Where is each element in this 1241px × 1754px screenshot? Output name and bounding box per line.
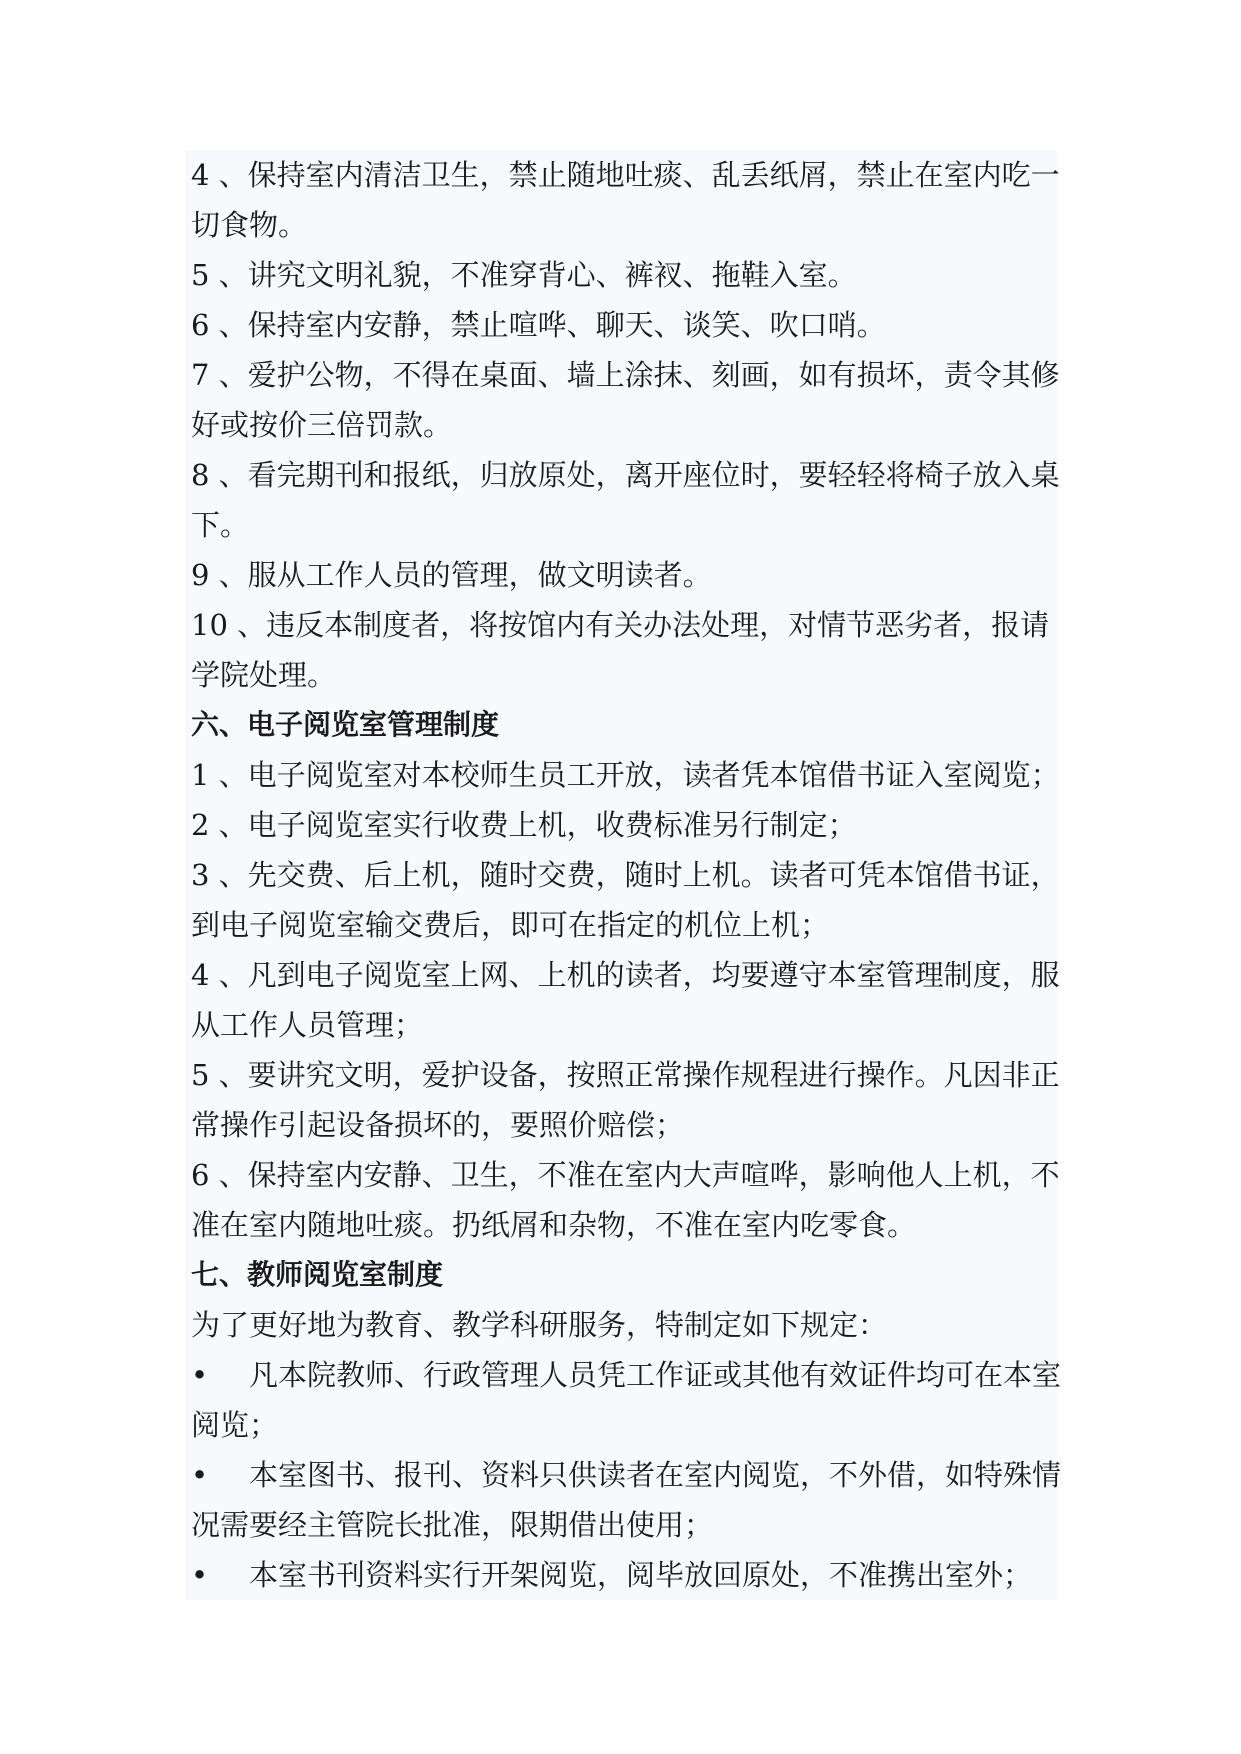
bullet-icon: • — [191, 1358, 209, 1392]
text-line: 5 、要讲究文明，爱护设备，按照正常操作规程进行操作。凡因非正 — [191, 1058, 1060, 1092]
text-line: 常操作引起设备损坏的，要照价赔偿； — [191, 1108, 685, 1142]
section-heading: 六、电子阅览室管理制度 — [191, 708, 500, 741]
text-line: 8 、看完期刊和报纸，归放原处，离开座位时，要轻轻将椅子放入桌 — [191, 458, 1060, 492]
bullet-icon: • — [191, 1558, 209, 1592]
text-line: 5 、讲究文明礼貌，不准穿背心、裤衩、拖鞋入室。 — [191, 258, 857, 292]
bullet-item — [191, 1550, 1061, 1600]
text-line: 2 、电子阅览室实行收费上机，收费标准另行制定； — [191, 808, 857, 842]
text-line: 学院处理。 — [191, 658, 337, 692]
bullet-text: 凡本院教师、行政管理人员凭工作证或其他有效证件均可在本室 — [249, 1358, 1061, 1392]
bullet-text: 本室书刊资料实行开架阅览，阅毕放回原处，不准携出室外； — [249, 1558, 1033, 1592]
text-line: 切食物。 — [191, 208, 308, 242]
text-line: 下。 — [191, 508, 250, 542]
text-line: 10 、违反本制度者，将按馆内有关办法处理，对情节恶劣者，报请 — [191, 608, 1050, 642]
text-line: 好或按价三倍罚款。 — [191, 408, 453, 442]
text-line: 4 、保持室内清洁卫生，禁止随地吐痰、乱丢纸屑，禁止在室内吃一 — [191, 158, 1060, 192]
text-line: 9 、服从工作人员的管理，做文明读者。 — [191, 558, 712, 592]
text-line: 6 、保持室内安静，禁止喧哗、聊天、谈笑、吹口哨。 — [191, 308, 886, 342]
text-line: 6 、保持室内安静、卫生，不准在室内大声喧哗，影响他人上机，不 — [191, 1158, 1060, 1192]
text-line: 4 、凡到电子阅览室上网、上机的读者，均要遵守本室管理制度，服 — [191, 958, 1060, 992]
text-line: 3 、先交费、后上机，随时交费，随时上机。读者可凭本馆借书证， — [191, 858, 1060, 892]
text-line: 况需要经主管院长批准，限期借出使用； — [191, 1508, 714, 1542]
bullet-text: 本室图书、报刊、资料只供读者在室内阅览，不外借，如特殊情 — [249, 1458, 1061, 1492]
text-line: 到电子阅览室输交费后，即可在指定的机位上机； — [191, 908, 830, 942]
bullet-item — [191, 1350, 1061, 1400]
text-line: 阅览； — [191, 1408, 279, 1442]
text-line: 7 、爱护公物，不得在桌面、墙上涂抹、刻画，如有损坏，责令其修 — [191, 358, 1060, 392]
section-heading: 七、教师阅览室制度 — [191, 1258, 444, 1291]
text-line: 准在室内随地吐痰。扔纸屑和杂物，不准在室内吃零食。 — [191, 1208, 917, 1242]
bullet-item — [191, 1450, 1061, 1500]
text-line: 1 、电子阅览室对本校师生员工开放，读者凭本馆借书证入室阅览； — [191, 758, 1060, 792]
bullet-icon: • — [191, 1458, 209, 1492]
text-line: 从工作人员管理； — [191, 1008, 424, 1042]
text-line: 为了更好地为教育、教学科研服务，特制定如下规定： — [191, 1308, 888, 1342]
document-body — [185, 150, 1061, 1600]
